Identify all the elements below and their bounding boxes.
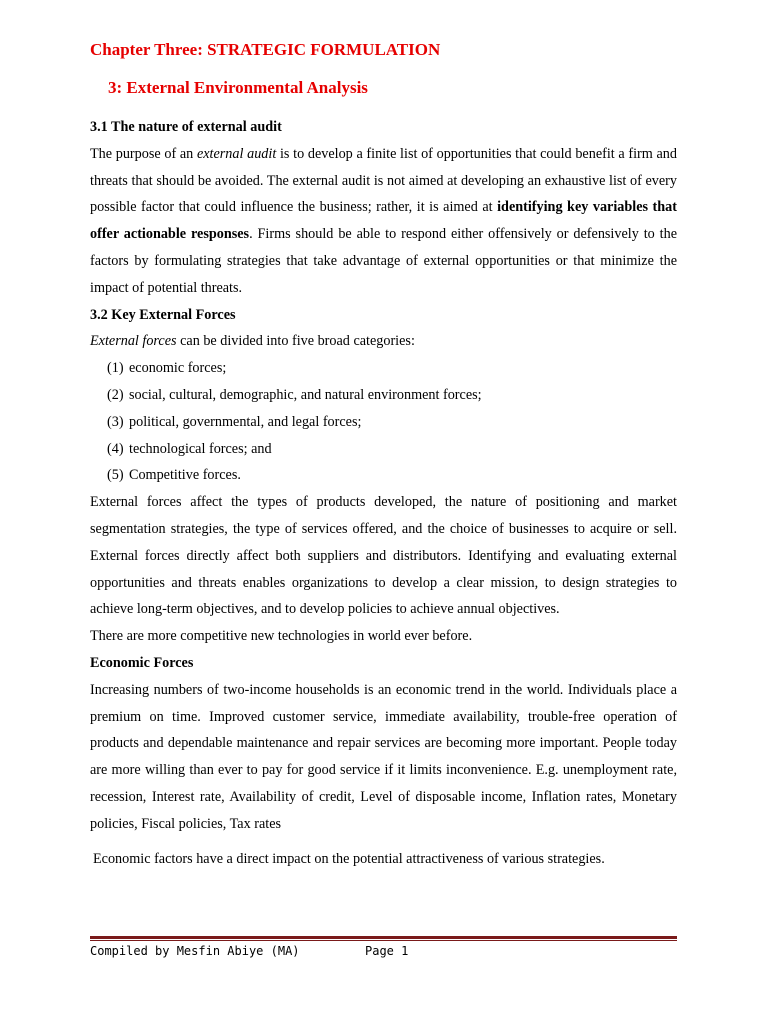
list-item xyxy=(90,409,677,436)
forces-list xyxy=(90,355,677,489)
text-span: can be divided into five broad categories: xyxy=(176,333,415,350)
text-span: is to develop a finite list of opportunities that could benefit a firm and threats that should be avoided. The external audit is not aimed at developing an exhaustive list of every possible factor that could influence the business; rather, it is aimed at xyxy=(90,145,677,216)
list-text: Competitive forces. xyxy=(129,467,241,484)
document-body xyxy=(90,114,677,838)
list-number: (1) xyxy=(107,360,124,377)
list-item xyxy=(90,382,677,409)
text-span: The purpose of an xyxy=(90,145,197,162)
emphasis-external-forces: External forces xyxy=(90,333,177,350)
bold-key-variables: identifying key variables that offer actionable responses xyxy=(90,199,677,243)
section-title: 3: External Environmental Analysis xyxy=(108,78,368,97)
heading-3-2: 3.2 Key External Forces xyxy=(90,306,236,323)
footer-author: Compiled by Mesfin Abiye (MA) xyxy=(90,944,300,958)
text-span: . Firms should be able to respond either offensively or defensively to the factors by formulating strategies that take advantage of external opportunities or that minimize the impact of potential threats. xyxy=(90,226,678,296)
paragraph-forces-intro xyxy=(90,328,677,355)
list-text: economic forces; xyxy=(129,360,227,377)
footer-rule-thick xyxy=(90,936,677,939)
paragraph-economic-trend: Increasing numbers of two-income households is an economic trend in the world. Individuals place a premium on time. Improved customer service, immediate availability, trouble-free operation of products and dependable maintenance and repair services are becoming more important. People today are more willing than ever to pay for good service if it limits inconvenience. E.g. unemployment rate, recession, Interest rate, Availability of credit, Level of disposable income, Inflation rates, Monetary policies, Fiscal policies, Tax rates xyxy=(90,681,677,832)
heading-3-1: 3.1 The nature of external audit xyxy=(90,119,282,135)
paragraph-forces-effects: External forces affect the types of products developed, the nature of positioning and market segmentation strategies, the type of services offered, and the choice of businesses to acquire or sell. External forces directly affect both suppliers and distributors. Identifying and evaluating external opportunities and threats enables organizations to develop a clear mission, to design strategies to achieve long-term objectives, and to develop policies to achieve annual objectives. xyxy=(90,494,677,618)
chapter-title: Chapter Three: STRATEGIC FORMULATION xyxy=(90,40,441,59)
heading-economic-forces: Economic Forces xyxy=(90,654,194,671)
emphasis-external-audit: external audit xyxy=(196,145,277,162)
paragraph-technologies: There are more competitive new technologies in world ever before. xyxy=(90,628,473,645)
list-number: (2) xyxy=(107,386,124,403)
footer-divider xyxy=(90,936,677,941)
list-item xyxy=(90,462,677,489)
list-number: (5) xyxy=(107,467,124,484)
list-text: political, governmental, and legal forces; xyxy=(129,413,362,430)
list-number: (4) xyxy=(107,440,124,457)
list-text: technological forces; and xyxy=(129,440,272,457)
list-item xyxy=(90,355,677,382)
footer-page-number: Page 1 xyxy=(365,944,409,958)
list-item xyxy=(90,436,677,463)
footer-rule-thin xyxy=(90,940,677,941)
paragraph-economic-impact: Economic factors have a direct impact on the potential attractiveness of various strategies. xyxy=(93,851,605,867)
list-text: social, cultural, demographic, and natural environment forces; xyxy=(129,386,482,403)
paragraph-external-audit xyxy=(90,141,677,302)
list-number: (3) xyxy=(107,413,124,430)
